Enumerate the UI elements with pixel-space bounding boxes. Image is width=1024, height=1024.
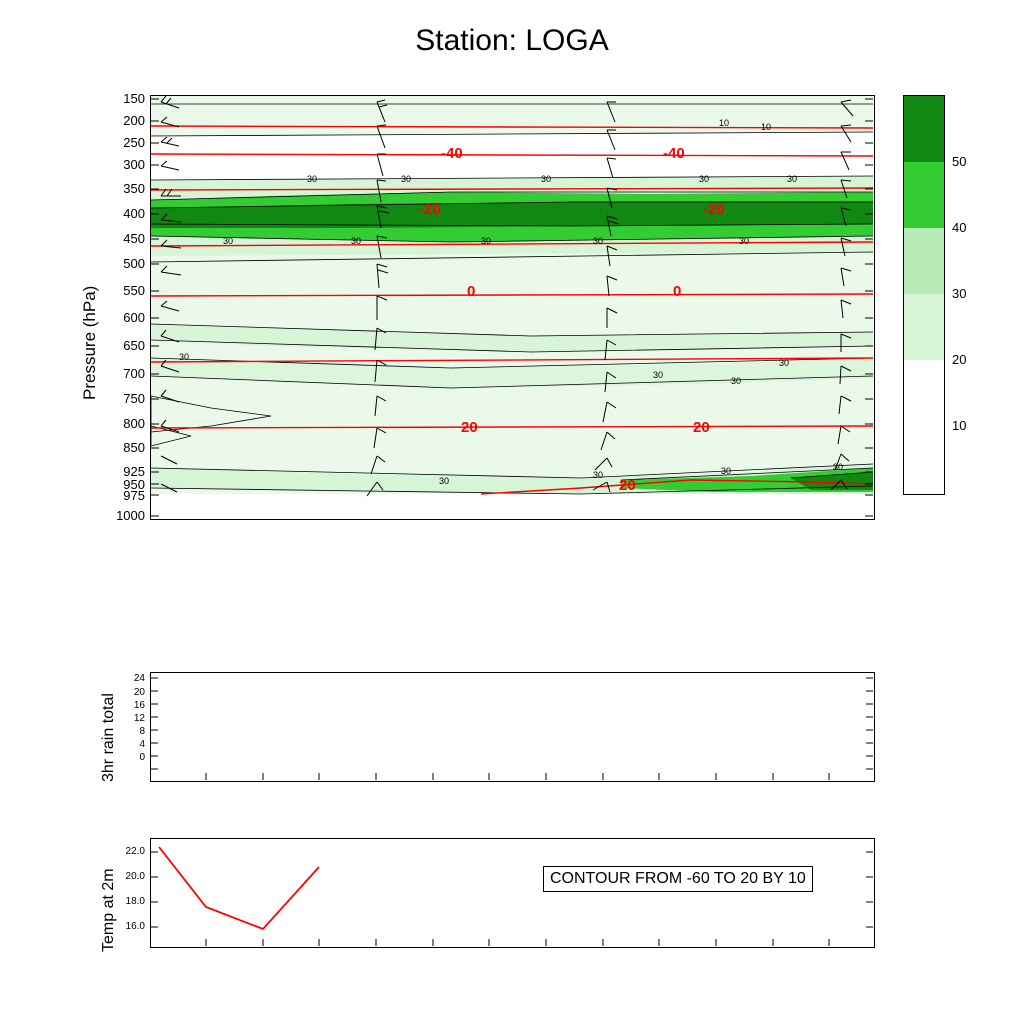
ytick-200: 200 <box>123 113 145 128</box>
svg-text:30: 30 <box>307 174 318 184</box>
ytick-150: 150 <box>123 91 145 106</box>
colorbar-label-50: 50 <box>952 154 967 169</box>
svg-text:-40: -40 <box>663 145 685 162</box>
cross-section-canvas <box>151 96 873 518</box>
ytick-650: 650 <box>123 338 145 353</box>
temp-panel <box>125 838 875 948</box>
ytick-750: 750 <box>123 391 145 406</box>
svg-text:30: 30 <box>351 236 362 246</box>
svg-text:30: 30 <box>223 236 234 246</box>
colorbar-label-10: 10 <box>952 418 967 433</box>
svg-text:30: 30 <box>541 174 552 184</box>
svg-text:20: 20 <box>693 419 710 436</box>
svg-text:20: 20 <box>461 419 478 436</box>
svg-text:30: 30 <box>787 174 798 184</box>
svg-text:20: 20 <box>619 477 636 494</box>
colorbar-label-40: 40 <box>952 220 967 235</box>
rain-ytick-20: 20 <box>133 687 145 698</box>
ytick-800: 800 <box>123 416 145 431</box>
rain-axis-ticks <box>151 678 873 780</box>
svg-text:30: 30 <box>439 476 450 486</box>
colorbar-segment-3 <box>904 228 944 295</box>
svg-text:30: 30 <box>699 174 710 184</box>
rain-canvas <box>151 673 873 780</box>
svg-text:30: 30 <box>731 376 742 386</box>
colorbar-segment-0 <box>904 426 944 494</box>
svg-text:0: 0 <box>673 283 682 300</box>
svg-text:30: 30 <box>179 352 190 362</box>
rain-ytick-4: 4 <box>139 739 145 750</box>
svg-text:30: 30 <box>401 174 412 184</box>
temp-ytick-16: 16.0 <box>125 921 145 932</box>
svg-text:30: 30 <box>593 236 604 246</box>
rain-ytick-0: 0 <box>139 752 145 763</box>
svg-text:10: 10 <box>761 122 772 132</box>
temp-canvas <box>151 839 873 946</box>
colorbar-label-30: 30 <box>952 286 967 301</box>
svg-text:30: 30 <box>779 358 790 368</box>
rain-ytick-12: 12 <box>133 713 145 724</box>
svg-text:30: 30 <box>481 236 492 246</box>
ytick-250: 250 <box>123 135 145 150</box>
svg-text:30: 30 <box>833 462 844 472</box>
svg-text:30: 30 <box>653 370 664 380</box>
temp-ytick-18: 18.0 <box>125 896 145 907</box>
colorbar-label-20: 20 <box>952 352 967 367</box>
colorbar-segment-5 <box>904 96 944 163</box>
ytick-1000: 1000 <box>116 508 145 523</box>
svg-text:-20: -20 <box>419 201 441 218</box>
contour-annotation: CONTOUR FROM -60 TO 20 BY 10 <box>543 866 813 892</box>
main-yaxis-title: Pressure (hPa) <box>80 285 99 400</box>
colorbar <box>903 95 967 495</box>
rain-panel <box>133 672 875 782</box>
cross-section-plot <box>116 91 875 523</box>
ytick-925: 925 <box>123 464 145 479</box>
colorbar-segment-4 <box>904 162 944 229</box>
svg-text:-40: -40 <box>441 145 463 162</box>
ytick-500: 500 <box>123 256 145 271</box>
svg-text:30: 30 <box>721 466 732 476</box>
rain-ytick-8: 8 <box>139 726 145 737</box>
svg-text:10: 10 <box>719 118 730 128</box>
ytick-300: 300 <box>123 157 145 172</box>
ytick-400: 400 <box>123 206 145 221</box>
ytick-600: 600 <box>123 310 145 325</box>
temp-ytick-22: 22.0 <box>125 846 145 857</box>
svg-text:-20: -20 <box>703 201 725 218</box>
svg-text:30: 30 <box>739 236 750 246</box>
ytick-850: 850 <box>123 440 145 455</box>
rain-yaxis-title: 3hr rain total <box>100 693 117 782</box>
ytick-700: 700 <box>123 366 145 381</box>
temp-yaxis-title: Temp at 2m <box>100 868 117 952</box>
ytick-950: 950 <box>123 477 145 492</box>
rain-ytick-16: 16 <box>133 700 145 711</box>
svg-text:30: 30 <box>593 470 604 480</box>
ytick-450: 450 <box>123 231 145 246</box>
temp-series-line <box>159 847 319 929</box>
ytick-975: 975 <box>123 488 145 503</box>
temp-ytick-20: 20.0 <box>125 871 145 882</box>
colorbar-segment-2 <box>904 294 944 361</box>
ytick-550: 550 <box>123 283 145 298</box>
rain-ytick-24: 24 <box>133 673 145 684</box>
colorbar-segment-1 <box>904 360 944 427</box>
svg-text:0: 0 <box>467 283 476 300</box>
page-title: Station: LOGA <box>415 24 609 57</box>
ytick-350: 350 <box>123 181 145 196</box>
